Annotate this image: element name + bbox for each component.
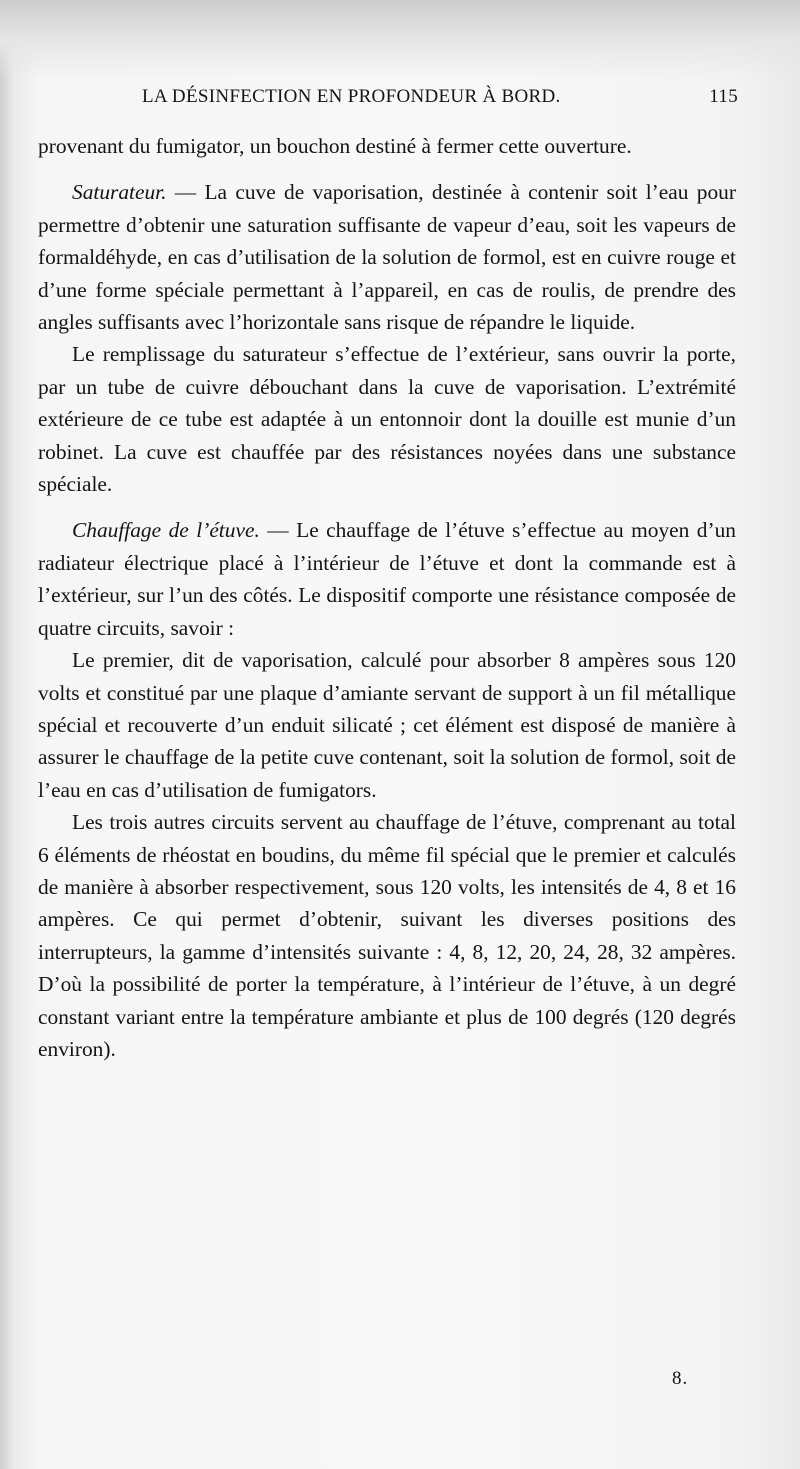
- paragraph-premier-circuit: Le premier, dit de vaporisation, calculé pour absorber 8 ampères sous 120 volts et constitué par une plaque d’amiante servant de support à un fil métallique spécial et recouverte d’un enduit silicaté ; cet élément est disposé de manière à assurer le chauffage de la petite cuve contenant, soit la solution de formol, soit de l’eau en cas d’utilisation de fumigators.: [38, 648, 736, 802]
- paragraph-saturateur: [38, 176, 736, 338]
- paragraph-chauffage: [38, 514, 736, 644]
- page-header: [38, 86, 738, 116]
- body-text: [38, 130, 736, 1065]
- running-head: LA DÉSINFECTION EN PROFONDEUR À BORD.: [142, 86, 561, 107]
- paragraph-autres-circuits: Les trois autres circuits servent au chauffage de l’étuve, comprenant au total 6 éléments de rhéostat en boudins, du même fil spécial que le premier et calculés de manière à absorber respectivement, sous 120 volts, les intensités de 4, 8 et 16 ampères. Ce qui permet d’obtenir, suivant les diverses positions des interrupteurs, la gamme d’intensités suivante : 4, 8, 12, 20, 24, 28, 32 ampères. D’où la possibilité de porter la température, à l’intérieur de l’étuve, à un degré constant variant entre la température ambiante et plus de 100 degrés (120 degrés environ).: [38, 810, 736, 1061]
- paragraph-remplissage: Le remplissage du saturateur s’effectue de l’extérieur, sans ouvrir la porte, par un tube de cuivre débouchant dans la cuve de vaporisation. L’extrémité extérieure de ce tube est adaptée à un entonnoir dont la douille est munie d’un robinet. La cuve est chauffée par des résistances noyées dans une substance spéciale.: [38, 342, 736, 497]
- page-number: 115: [709, 86, 738, 107]
- signature-mark: 8.: [672, 1368, 689, 1389]
- section-title-saturateur: Saturateur.: [72, 180, 167, 205]
- paragraph-continuation: provenant du fumigator, un bouchon destiné à fermer cette ouverture.: [38, 134, 632, 158]
- section-title-chauffage: Chauffage de l’étuve.: [72, 518, 260, 543]
- paragraph-saturateur-text: — La cuve de vaporisation, destinée à contenir soit l’eau pour permettre d’obtenir une saturation suffisante de vapeur d’eau, soit les vapeurs de formaldéhyde, en cas d’utilisation de la solution de formol, est en cuivre rouge et d’une forme spéciale permettant à l’appareil, en cas de roulis, de prendre des angles suffisants avec l’horizontale sans risque de répandre le liquide.: [38, 180, 736, 335]
- paragraph-chauffage-text: — Le chauffage de l’étuve s’effectue au moyen d’un radiateur électrique placé à l’intérieur de l’étuve et dont la commande est à l’extérieur, sur l’un des côtés. Le dispositif comporte une résistance composée de quatre circuits, savoir :: [38, 518, 737, 640]
- scan-shadow: [0, 0, 800, 80]
